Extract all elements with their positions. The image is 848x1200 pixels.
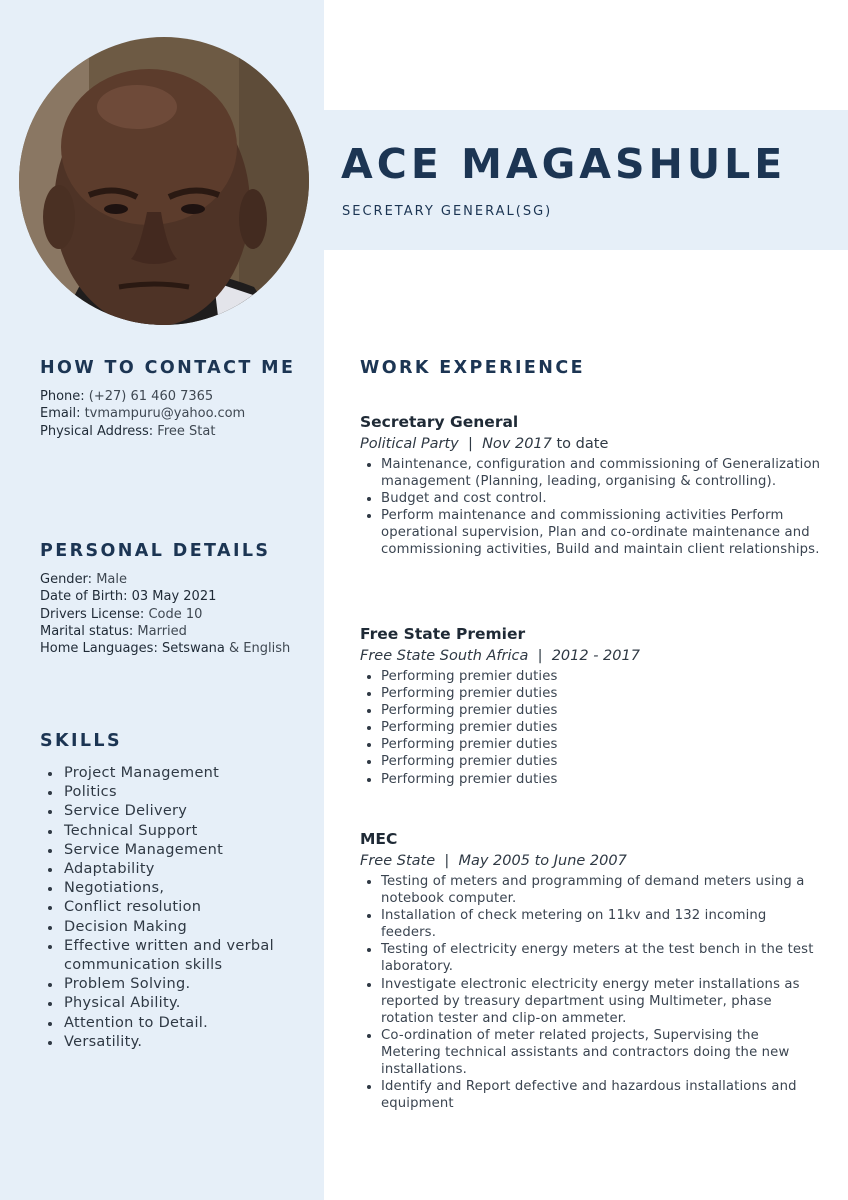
personal-gender: Gender: Male (40, 572, 127, 587)
duty-item: Identify and Report defective and hazardous installations and equipment (360, 1078, 822, 1112)
skill-item: Attention to Detail. (40, 1014, 308, 1033)
personal-languages: Home Languages: Setswana & English (40, 641, 291, 657)
contact-phone: Phone: (+27) 61 460 7365 (40, 389, 214, 404)
duty-item: Maintenance, configuration and commissioning of Generalization management (Planning, leading, organising & controlling). (360, 456, 822, 490)
skill-item: Negotiations, (40, 879, 308, 898)
personal-license: Drivers License: Code 10 (40, 606, 203, 622)
duties-list (360, 456, 822, 559)
duty-item: Performing premier duties (360, 719, 822, 736)
duty-item: Performing premier duties (360, 702, 822, 719)
duty-item: Perform maintenance and commissioning activities Perform operational supervision, Plan and co-ordinate maintenance and commissioning activities, Build and maintain client relationships. (360, 507, 822, 558)
duty-item: Performing premier duties (360, 685, 822, 702)
skill-item: Versatility. (40, 1033, 308, 1052)
skill-item: Project Management (40, 764, 308, 783)
duty-item: Testing of electricity energy meters at the test bench in the test laboratory. (360, 941, 822, 975)
skills-heading: SKILLS (40, 731, 122, 751)
contact-address: Physical Address: Free Stat (40, 423, 216, 439)
personal-section (40, 541, 290, 657)
duty-item: Installation of check metering on 11kv and 132 incoming feeders. (360, 907, 822, 941)
contact-email: Email: tvmampuru@yahoo.com (40, 406, 246, 422)
job-title: MEC (360, 830, 398, 848)
contact-section (40, 358, 295, 440)
job-meta: Political Party | Nov 2017 to date (360, 436, 609, 452)
skills-list (40, 764, 308, 1052)
job-secretary-general (360, 413, 822, 559)
experience-section (360, 358, 585, 378)
job-free-state-premier (360, 625, 822, 788)
duty-item: Performing premier duties (360, 753, 822, 770)
duty-item: Performing premier duties (360, 736, 822, 753)
duty-item: Testing of meters and programming of demand meters using a notebook computer. (360, 873, 822, 907)
skill-item: Service Management (40, 841, 308, 860)
personal-heading: PERSONAL DETAILS (40, 541, 271, 561)
experience-heading: WORK EXPERIENCE (360, 358, 585, 378)
skill-item: Physical Ability. (40, 994, 308, 1013)
skill-item: Technical Support (40, 822, 308, 841)
duties-list (360, 873, 822, 1112)
duty-item: Performing premier duties (360, 668, 822, 685)
duty-item: Co-ordination of meter related projects, Supervising the Metering technical assistants and contractors doing the new installations. (360, 1027, 822, 1078)
personal-dob: Date of Birth: 03 May 2021 (40, 589, 217, 605)
contact-heading: HOW TO CONTACT ME (40, 358, 296, 378)
duty-item: Performing premier duties (360, 771, 822, 788)
job-mec (360, 830, 822, 1112)
skill-item: Service Delivery (40, 802, 308, 821)
skill-item: Effective written and verbal communication skills (40, 937, 292, 975)
job-title: Free State Premier (360, 625, 526, 643)
skill-item: Politics (40, 783, 308, 802)
skill-item: Conflict resolution (40, 898, 308, 917)
job-title: Secretary General (360, 413, 519, 431)
duty-item: Budget and cost control. (360, 490, 822, 507)
job-meta: Free State | May 2005 to June 2007 (360, 853, 627, 869)
job-meta: Free State South Africa | 2012 - 2017 (360, 648, 640, 664)
profile-photo (19, 37, 309, 325)
skill-item: Decision Making (40, 918, 308, 937)
candidate-role: SECRETARY GENERAL(SG) (342, 204, 553, 219)
skills-section (40, 731, 308, 1052)
skill-item: Problem Solving. (40, 975, 308, 994)
personal-marital: Marital status: Married (40, 623, 187, 639)
candidate-name: ACE MAGASHULE (341, 140, 787, 188)
duties-list (360, 668, 822, 788)
skill-item: Adaptability (40, 860, 308, 879)
duty-item: Investigate electronic electricity energy meter installations as reported by treasury department using Multimeter, phase rotation tester and clip-on ammeter. (360, 976, 822, 1027)
